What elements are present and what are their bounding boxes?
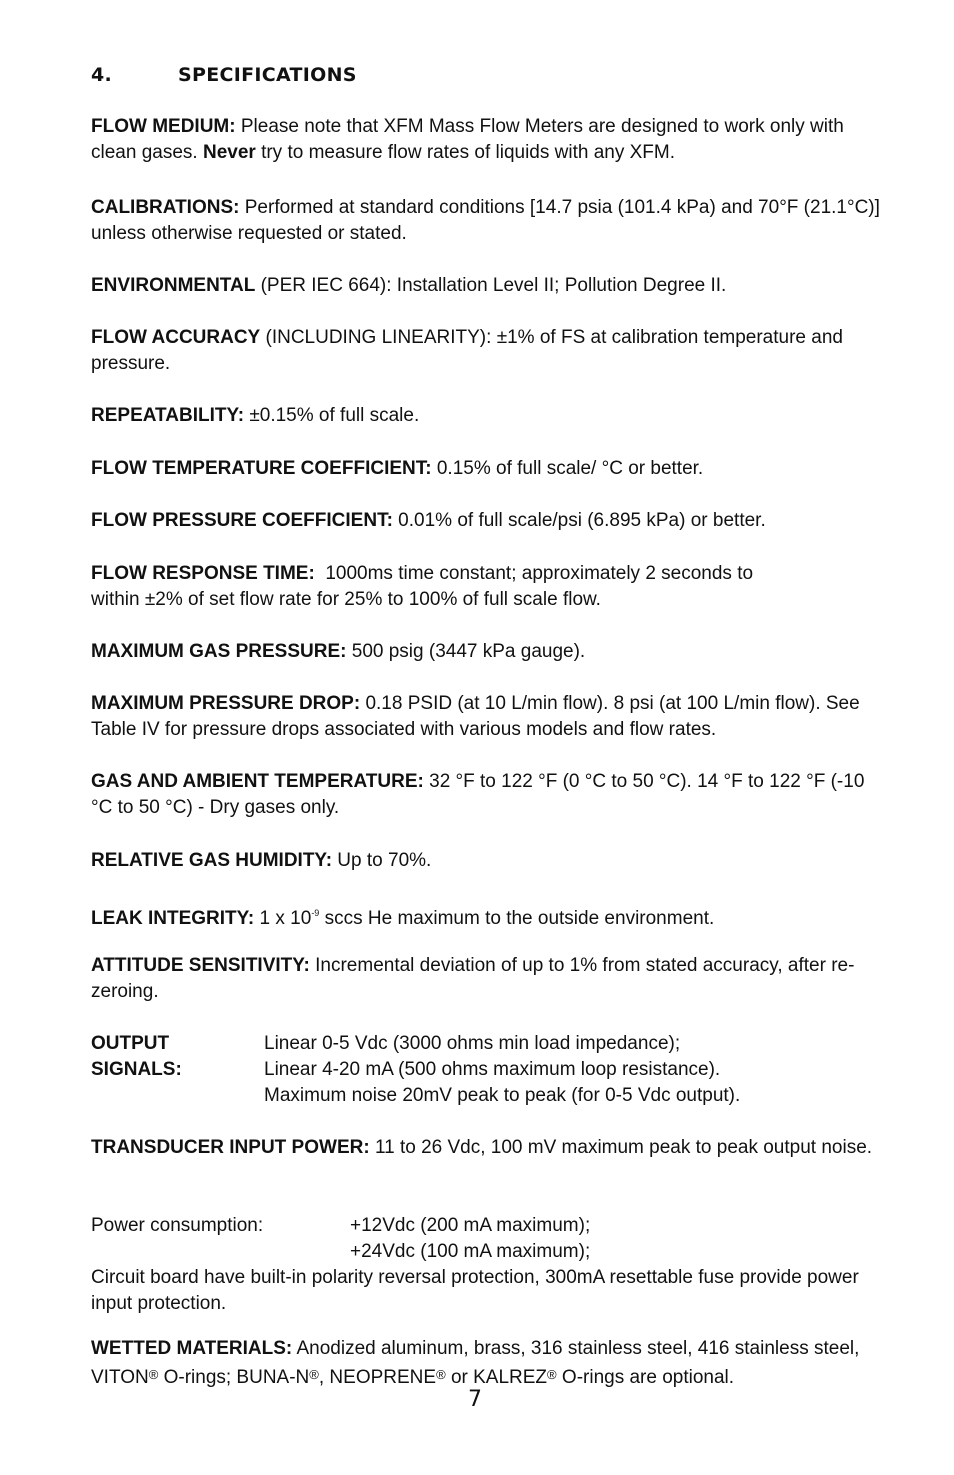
spec-flow-medium (91, 114, 881, 166)
spec-label: FLOW TEMPERATURE COEFFICIENT: (91, 458, 432, 479)
spec-label: WETTED MATERIALS: (91, 1338, 293, 1359)
power-consumption-label: Power consumption: (91, 1215, 264, 1236)
spec-power-consumption (91, 1213, 881, 1317)
spec-label: FLOW PRESSURE COEFFICIENT: (91, 510, 393, 531)
power-line: +12Vdc (200 mA maximum); (350, 1215, 591, 1236)
spec-label: FLOW RESPONSE TIME: (91, 563, 315, 584)
spec-text: Anodized aluminum, brass, 316 stainless steel, 416 stainless steel, VITON (91, 1338, 860, 1388)
spec-environmental (91, 273, 881, 299)
output-signal-line: Linear 4-20 mA (500 ohms maximum loop resistance). (264, 1059, 721, 1080)
registered-mark: ® (148, 1367, 159, 1382)
spec-flow-response-time (91, 561, 881, 613)
spec-text: 11 to 26 Vdc, 100 mV maximum peak to peak output noise. (369, 1137, 873, 1158)
output-signals-values (264, 1031, 740, 1109)
spec-text: 1000ms time constant; approximately 2 seconds to (314, 563, 754, 584)
power-protection-note: Circuit board have built-in polarity reversal protection, 300mA resettable fuse provide power input protection. (91, 1267, 859, 1314)
spec-text: sccs He maximum to the outside environment. (319, 908, 715, 929)
spec-maximum-pressure-drop (91, 691, 881, 743)
spec-text: 0.01% of full scale/psi (6.895 kPa) or better. (392, 510, 766, 531)
spec-text: or KALREZ (445, 1367, 548, 1388)
spec-text: 0.18 PSID (at 10 L/min flow). 8 psi (at 100 L/min flow). See Table IV for pressure drops associated with various models and flow rates. (91, 693, 860, 740)
spec-label: FLOW MEDIUM: (91, 116, 236, 137)
spec-flow-temperature-coefficient (91, 456, 881, 482)
spec-label: REPEATABILITY: (91, 405, 245, 426)
registered-mark: ® (309, 1367, 319, 1382)
page-number: 7 (468, 1387, 482, 1412)
registered-mark: ® (547, 1367, 557, 1382)
spec-text: 32 °F to 122 °F (0 °C to 50 °C). 14 °F to 122 °F (-10 °C to 50 °C) - Dry gases only. (91, 771, 865, 818)
spec-label: OUTPUT SIGNALS: (91, 1033, 182, 1080)
output-signal-line: Maximum noise 20mV peak to peak (for 0-5 Vdc output). (264, 1085, 741, 1106)
power-consumption-row (91, 1213, 881, 1265)
power-line: +24Vdc (100 mA maximum); (350, 1241, 591, 1262)
spec-label: GAS AND AMBIENT TEMPERATURE: (91, 771, 424, 792)
spec-leak-integrity (91, 900, 881, 932)
spec-text: Please note that XFM Mass Flow Meters are designed to work only with clean gases. (91, 116, 844, 163)
spec-transducer-input-power (91, 1135, 881, 1161)
output-signal-line: Linear 0-5 Vdc (3000 ohms min load impedance); (264, 1033, 681, 1054)
spec-text: ±0.15% of full scale. (244, 405, 420, 426)
spec-text: O-rings; BUNA-N (158, 1367, 310, 1388)
spec-relative-gas-humidity (91, 848, 881, 874)
spec-text: (PER IEC 664): Installation Level II; Pollution Degree II. (255, 275, 727, 296)
spec-text: Up to 70%. (332, 850, 432, 871)
section-number: 4. (91, 64, 113, 86)
section-title: SPECIFICATIONS (178, 64, 357, 86)
spec-wetted-materials (91, 1336, 881, 1391)
spec-flow-pressure-coefficient (91, 508, 881, 534)
spec-repeatability (91, 403, 881, 429)
spec-text: Performed at standard conditions [14.7 psia (101.4 kPa) and 70°F (21.1°C)] unless otherwise requested or stated. (91, 197, 880, 244)
output-signals-row (91, 1031, 881, 1109)
exponent: -9 (311, 908, 320, 918)
spec-gas-ambient-temperature (91, 769, 881, 821)
registered-mark: ® (436, 1367, 446, 1382)
spec-calibrations (91, 195, 881, 247)
spec-text: 1 x 10 (254, 908, 312, 929)
spec-label: LEAK INTEGRITY: (91, 908, 255, 929)
spec-label: TRANSDUCER INPUT POWER: (91, 1137, 370, 1158)
spec-flow-accuracy (91, 325, 881, 377)
spec-label: RELATIVE GAS HUMIDITY: (91, 850, 333, 871)
spec-text: 500 psig (3447 kPa gauge). (346, 641, 586, 662)
section-heading (91, 64, 357, 86)
spec-label: MAXIMUM GAS PRESSURE: (91, 641, 347, 662)
spec-text: Incremental deviation of up to 1% from stated accuracy, after re-zeroing. (91, 955, 855, 1002)
power-consumption-values (350, 1213, 590, 1265)
spec-text: within ±2% of set flow rate for 25% to 100% of full scale flow. (91, 589, 601, 610)
spec-text: 0.15% of full scale/ °C or better. (431, 458, 704, 479)
emphasis-never: Never (202, 142, 256, 163)
spec-output-signals (91, 1031, 881, 1109)
spec-label: ENVIRONMENTAL (91, 275, 256, 296)
spec-text: O-rings are optional. (556, 1367, 735, 1388)
spec-label: CALIBRATIONS: (91, 197, 240, 218)
spec-text: , NEOPRENE (318, 1367, 437, 1388)
spec-attitude-sensitivity (91, 953, 881, 1005)
spec-text: (INCLUDING LINEARITY): ±1% of FS at calibration temperature and pressure. (91, 327, 843, 374)
spec-text: try to measure flow rates of liquids with any XFM. (255, 142, 676, 163)
spec-label: FLOW ACCURACY (91, 327, 261, 348)
spec-label: ATTITUDE SENSITIVITY: (91, 955, 310, 976)
spec-maximum-gas-pressure (91, 639, 881, 665)
spec-label: MAXIMUM PRESSURE DROP: (91, 693, 361, 714)
